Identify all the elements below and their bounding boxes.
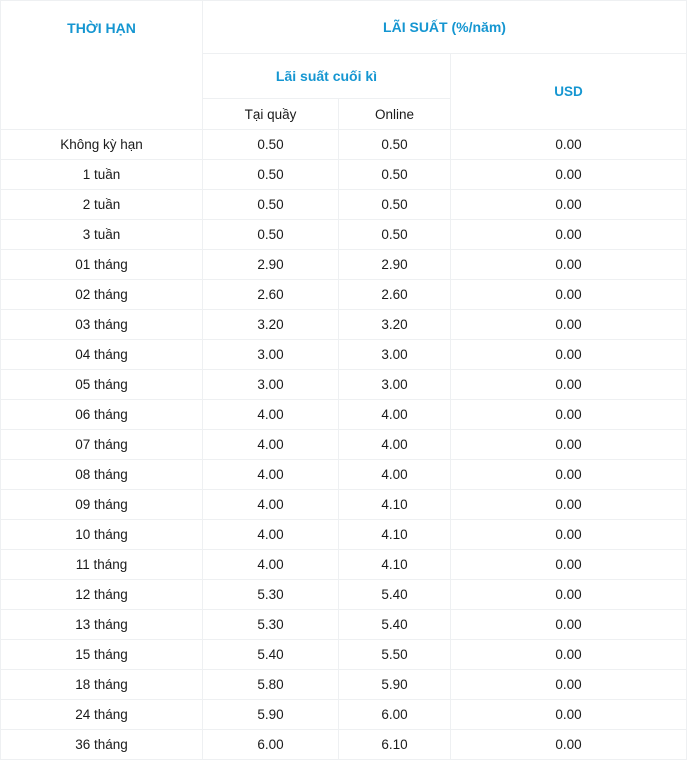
counter-rate-cell: 5.80 [203,670,339,700]
usd-rate-cell: 0.00 [451,370,687,400]
table-row [1,190,687,220]
term-cell: 2 tuần [1,190,203,220]
online-rate-cell: 4.10 [339,520,451,550]
online-rate-cell: 0.50 [339,190,451,220]
table-row [1,160,687,190]
usd-rate-cell: 0.00 [451,400,687,430]
term-cell: 13 tháng [1,610,203,640]
counter-rate-cell: 0.50 [203,130,339,160]
counter-rate-cell: 4.00 [203,430,339,460]
table-row [1,520,687,550]
term-cell: 05 tháng [1,370,203,400]
table-row [1,460,687,490]
term-column-header: THỜI HẠN [1,1,203,130]
usd-rate-cell: 0.00 [451,670,687,700]
table-row [1,130,687,160]
counter-column-header: Tại quầy [203,99,339,130]
usd-rate-cell: 0.00 [451,520,687,550]
online-rate-cell: 0.50 [339,220,451,250]
counter-rate-cell: 4.00 [203,490,339,520]
counter-rate-cell: 2.90 [203,250,339,280]
table-row [1,220,687,250]
table-row [1,700,687,730]
term-cell: 10 tháng [1,520,203,550]
counter-rate-cell: 4.00 [203,400,339,430]
table-body [1,130,687,760]
online-rate-cell: 2.60 [339,280,451,310]
term-cell: 09 tháng [1,490,203,520]
online-rate-cell: 3.00 [339,340,451,370]
usd-rate-cell: 0.00 [451,640,687,670]
term-cell: 3 tuần [1,220,203,250]
usd-rate-cell: 0.00 [451,160,687,190]
online-rate-cell: 0.50 [339,130,451,160]
table-row [1,580,687,610]
usd-rate-cell: 0.00 [451,730,687,760]
counter-rate-cell: 5.40 [203,640,339,670]
term-cell: 15 tháng [1,640,203,670]
term-cell: 01 tháng [1,250,203,280]
table-row [1,370,687,400]
table-row [1,550,687,580]
online-rate-cell: 4.10 [339,550,451,580]
online-rate-cell: 4.10 [339,490,451,520]
usd-rate-cell: 0.00 [451,550,687,580]
term-cell: 24 tháng [1,700,203,730]
counter-rate-cell: 2.60 [203,280,339,310]
usd-column-header: USD [451,54,687,130]
term-cell: Không kỳ hạn [1,130,203,160]
usd-rate-cell: 0.00 [451,130,687,160]
table-row [1,280,687,310]
table-row [1,310,687,340]
usd-rate-cell: 0.00 [451,700,687,730]
table-row [1,730,687,760]
counter-rate-cell: 0.50 [203,220,339,250]
online-rate-cell: 6.10 [339,730,451,760]
table-row [1,430,687,460]
table-row [1,400,687,430]
counter-rate-cell: 4.00 [203,550,339,580]
term-cell: 11 tháng [1,550,203,580]
counter-rate-cell: 0.50 [203,190,339,220]
counter-rate-cell: 3.20 [203,310,339,340]
counter-rate-cell: 6.00 [203,730,339,760]
term-cell: 03 tháng [1,310,203,340]
online-rate-cell: 4.00 [339,460,451,490]
online-rate-cell: 3.00 [339,370,451,400]
header-row-1 [1,1,687,54]
term-cell: 02 tháng [1,280,203,310]
table-row [1,250,687,280]
term-cell: 04 tháng [1,340,203,370]
online-rate-cell: 3.20 [339,310,451,340]
rate-group-header: LÃI SUẤT (%/năm) [203,1,687,54]
usd-rate-cell: 0.00 [451,340,687,370]
usd-rate-cell: 0.00 [451,580,687,610]
term-cell: 08 tháng [1,460,203,490]
online-rate-cell: 5.40 [339,610,451,640]
usd-rate-cell: 0.00 [451,280,687,310]
usd-rate-cell: 0.00 [451,250,687,280]
counter-rate-cell: 5.90 [203,700,339,730]
usd-rate-cell: 0.00 [451,610,687,640]
online-rate-cell: 4.00 [339,430,451,460]
term-cell: 07 tháng [1,430,203,460]
usd-rate-cell: 0.00 [451,310,687,340]
counter-rate-cell: 5.30 [203,580,339,610]
online-rate-cell: 2.90 [339,250,451,280]
online-rate-cell: 6.00 [339,700,451,730]
online-column-header: Online [339,99,451,130]
table-row [1,670,687,700]
table-row [1,490,687,520]
counter-rate-cell: 4.00 [203,520,339,550]
online-rate-cell: 0.50 [339,160,451,190]
term-cell: 18 tháng [1,670,203,700]
online-rate-cell: 4.00 [339,400,451,430]
usd-rate-cell: 0.00 [451,490,687,520]
online-rate-cell: 5.90 [339,670,451,700]
term-cell: 36 tháng [1,730,203,760]
counter-rate-cell: 3.00 [203,340,339,370]
online-rate-cell: 5.50 [339,640,451,670]
term-cell: 12 tháng [1,580,203,610]
table-row [1,640,687,670]
term-cell: 1 tuần [1,160,203,190]
counter-rate-cell: 3.00 [203,370,339,400]
counter-rate-cell: 4.00 [203,460,339,490]
table-row [1,610,687,640]
usd-rate-cell: 0.00 [451,430,687,460]
usd-rate-cell: 0.00 [451,460,687,490]
table-header [1,1,687,130]
term-cell: 06 tháng [1,400,203,430]
usd-rate-cell: 0.00 [451,190,687,220]
table-row [1,340,687,370]
usd-rate-cell: 0.00 [451,220,687,250]
end-term-rate-header: Lãi suất cuối kì [203,54,451,99]
counter-rate-cell: 0.50 [203,160,339,190]
online-rate-cell: 5.40 [339,580,451,610]
counter-rate-cell: 5.30 [203,610,339,640]
